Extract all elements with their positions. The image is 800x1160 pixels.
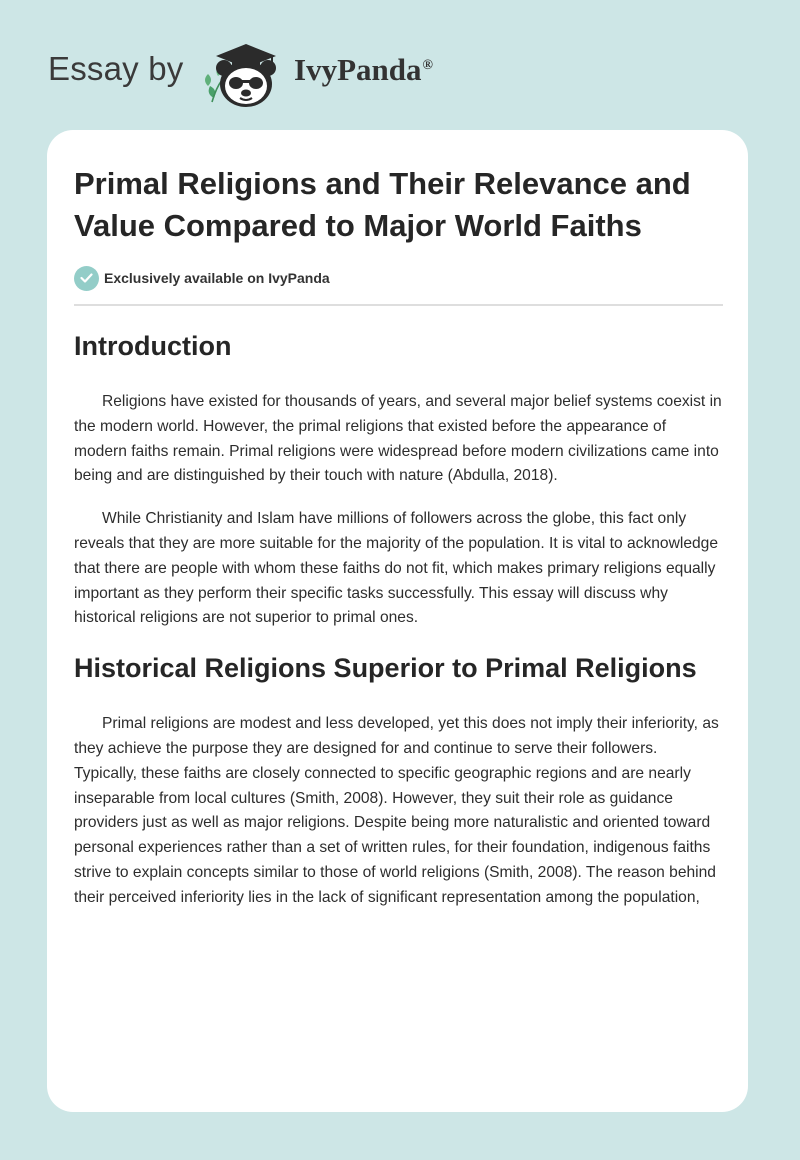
- panda-graduate-icon[interactable]: [200, 36, 292, 110]
- registered-mark: ®: [422, 57, 433, 73]
- site-header: [0, 0, 800, 130]
- essay-title: Primal Religions and Their Relevance and Value Compared to Major World Faiths: [74, 166, 691, 243]
- essay-content: [74, 163, 723, 911]
- brand-name[interactable]: [294, 52, 433, 88]
- brand-prefix: Essay by: [48, 50, 184, 87]
- paragraph: While Christianity and Islam have millions of followers across the globe, this fact only reveals that they are more suitable for the majority of the population. It is vital to acknowledge that there are people with whom these faiths do not fit, which makes primary religions equally important as they perform their specific tasks successfully. This essay will discuss why historical religions are not superior to primal ones.: [74, 510, 719, 627]
- paragraph: Religions have existed for thousands of years, and several major belief systems coexist in the modern world. However, the primal religions that existed before the appearance of modern faiths remain. Primal religions were widespread before modern civilizations came into being and are distinguished by their touch with nature (Abdulla, 2018).: [74, 393, 722, 485]
- paragraph: Primal religions are modest and less developed, yet this does not imply their inferiority, as they achieve the purpose they are designed for and continue to serve their followers. Typically, these faiths are closely connected to specific geographic regions and are nearly inseparable from local cultures (Smith, 2008). However, they suit their role as guidance providers just as well as major religions. Despite being more naturalistic and oriented toward personal experiences rather than a set of written rules, for their foundation, indigenous faiths strive to explain concepts similar to those of world religions (Smith, 2008). The reason behind their perceived inferiority lies in the lack of significant representation among the population,: [74, 715, 719, 906]
- exclusive-badge: [74, 265, 723, 291]
- section-heading-historical-religions: Historical Religions Superior to Primal Religions: [74, 653, 697, 684]
- check-circle-icon: [74, 266, 99, 291]
- section-heading-introduction: Introduction: [74, 331, 232, 361]
- title-divider: [74, 304, 723, 306]
- essay-card: [47, 130, 748, 1112]
- brand-name-text: IvyPanda: [294, 52, 422, 87]
- exclusive-badge-text: Exclusively available on IvyPanda: [104, 270, 330, 286]
